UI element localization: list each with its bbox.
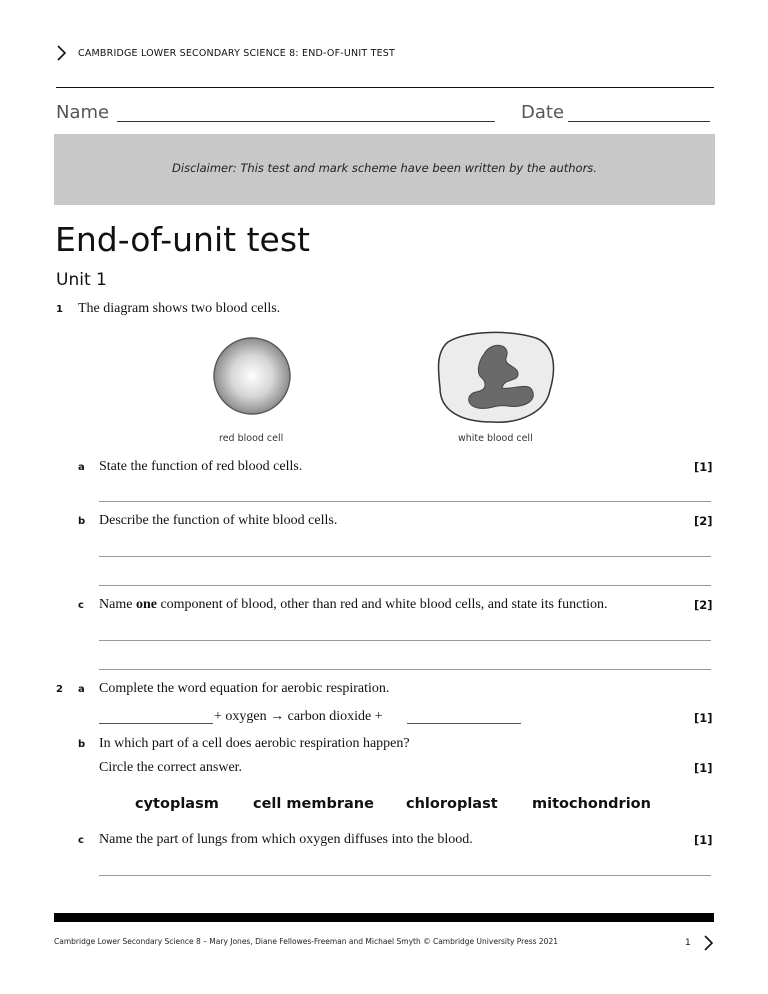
white-blood-cell — [438, 332, 553, 422]
question-text: State the function of red blood cells. — [99, 459, 303, 474]
emphasis-word: one — [135, 597, 157, 612]
question-stem: The diagram shows two blood cells. — [78, 301, 281, 316]
answer-line[interactable] — [99, 640, 711, 641]
chevron-right-icon — [54, 44, 68, 62]
footer-credit: Cambridge Lower Secondary Science 8 – Mary Jones, Diane Fellowes-Freeman and Michael Smyth © Cambridge University Press 2021 — [54, 937, 558, 946]
name-label: Name — [56, 102, 110, 123]
date-label: Date — [521, 102, 565, 123]
red-blood-cell — [214, 338, 290, 414]
marks-label: [1] — [694, 711, 713, 725]
part-letter: b — [78, 516, 86, 527]
equation-blank-2[interactable] — [407, 723, 521, 724]
marks-label: [1] — [694, 761, 713, 775]
red-blood-cell-caption: red blood cell — [219, 433, 284, 444]
answer-option-chloroplast[interactable]: chloroplast — [406, 796, 498, 812]
series-title: CAMBRIDGE LOWER SECONDARY SCIENCE 8: END-OF-UNIT TEST — [78, 48, 396, 59]
question-number: 1 — [56, 304, 63, 315]
instruction-text: Circle the correct answer. — [99, 760, 243, 775]
question-text: Complete the word equation for aerobic respiration. — [99, 681, 390, 696]
equation-blank-1[interactable] — [99, 723, 213, 724]
answer-line[interactable] — [99, 585, 711, 586]
part-letter: c — [78, 600, 84, 611]
question-number: 2 — [56, 684, 63, 695]
marks-label: [2] — [694, 514, 713, 528]
equation-text: + oxygen → carbon dioxide + — [214, 709, 383, 724]
date-field[interactable] — [568, 121, 710, 122]
disclaimer-text: Disclaimer: This test and mark scheme have been written by the authors. — [172, 161, 597, 175]
footer-bar — [54, 913, 714, 922]
header-rule — [56, 87, 714, 88]
part-letter: c — [78, 835, 84, 846]
chevron-right-icon[interactable] — [702, 934, 714, 952]
part-letter: a — [78, 462, 85, 473]
unit-heading: Unit 1 — [56, 270, 107, 290]
answer-line[interactable] — [99, 875, 711, 876]
question-text: Name one component of blood, other than red and white blood cells, and state its function. — [99, 597, 608, 612]
answer-line[interactable] — [99, 556, 711, 557]
answer-option-cell-membrane[interactable]: cell membrane — [253, 796, 374, 812]
answer-option-mitochondrion[interactable]: mitochondrion — [532, 796, 651, 812]
part-letter: a — [78, 684, 85, 695]
question-text: Describe the function of white blood cells. — [99, 513, 338, 528]
answer-option-cytoplasm[interactable]: cytoplasm — [135, 796, 219, 812]
name-field[interactable] — [117, 121, 495, 122]
white-blood-cell-caption: white blood cell — [458, 433, 533, 444]
part-letter: b — [78, 739, 86, 750]
answer-line[interactable] — [99, 669, 711, 670]
question-text: In which part of a cell does aerobic respiration happen? — [99, 736, 410, 751]
marks-label: [2] — [694, 598, 713, 612]
page-number: 1 — [685, 938, 691, 948]
marks-label: [1] — [694, 460, 713, 474]
blood-cells-diagram — [200, 330, 580, 430]
question-text: Name the part of lungs from which oxygen diffuses into the blood. — [99, 832, 473, 847]
disclaimer-box — [54, 134, 715, 205]
marks-label: [1] — [694, 833, 713, 847]
answer-line[interactable] — [99, 501, 711, 502]
page-title: End-of-unit test — [55, 220, 310, 259]
